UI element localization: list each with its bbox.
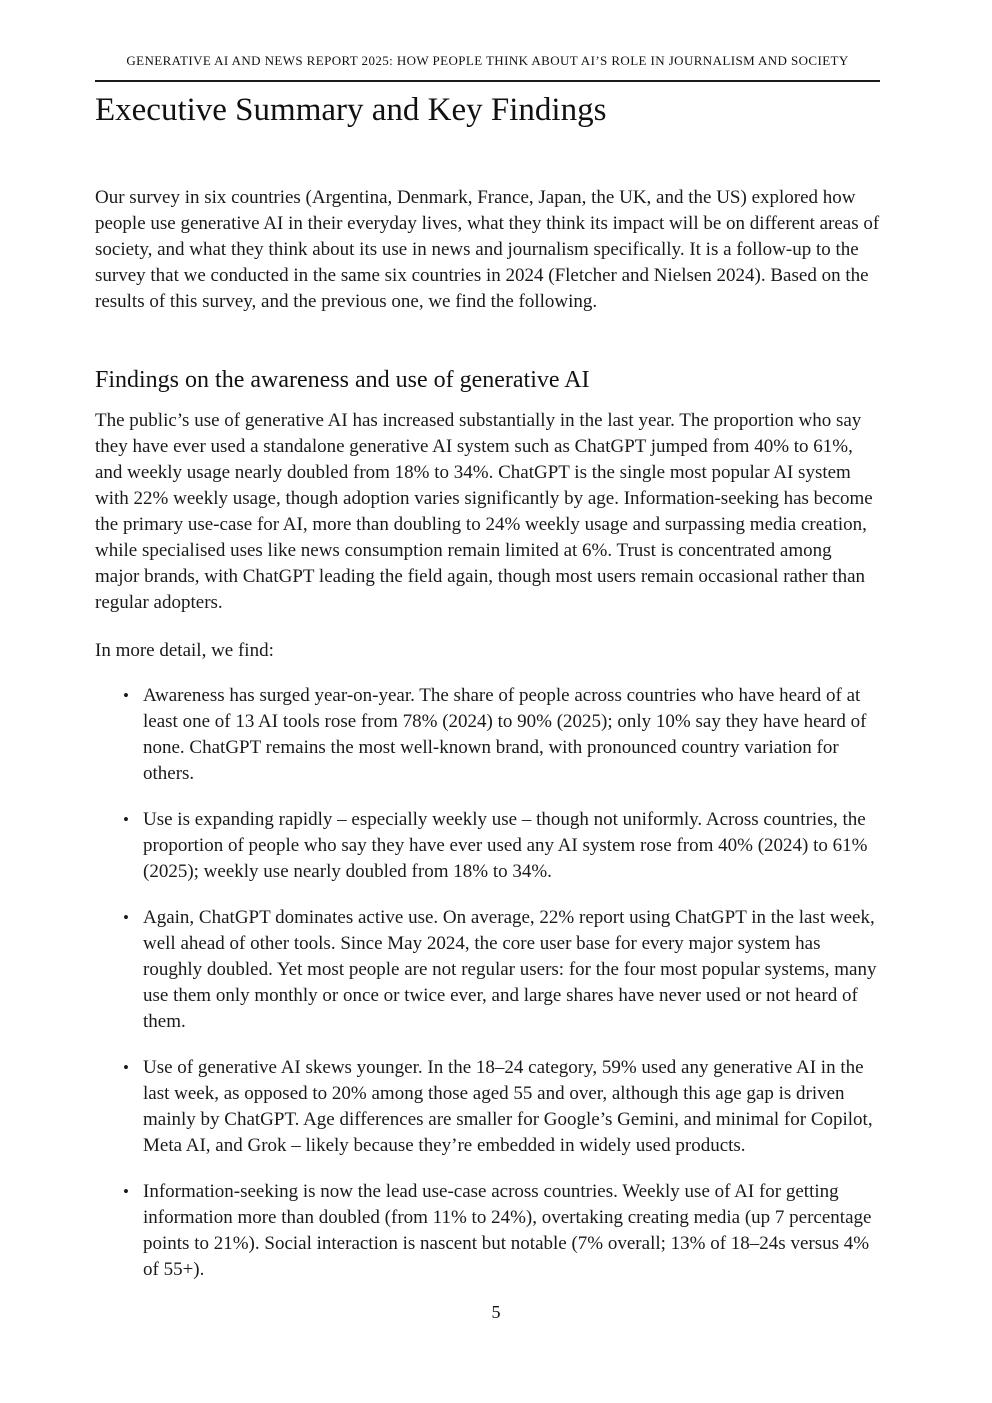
section-heading: Findings on the awareness and use of generative AI [95,367,590,393]
bullet-marker: • [123,686,129,705]
list-item-text: Again, ChatGPT dominates active use. On average, 22% report using ChatGPT in the last week, well ahead of other tools. Since May 2024, the core user base for every major system has roughly doubled. Yet most people are not regular users: for the four most popular systems, many use them only monthly or once or twice ever, and large shares have never used or not heard of them. [143,907,877,1032]
bullet-marker: • [123,1182,129,1201]
list-item [95,905,880,1035]
page-content [95,0,880,1303]
list-item [95,807,880,885]
list-item-text: Use is expanding rapidly – especially weekly use – though not uniformly. Across countries, the proportion of people who say they have ever used any AI system rose from 40% (2024) to 61% (2025); weekly use nearly doubled from 18% to 34%. [143,809,868,882]
section-paragraph: The public’s use of generative AI has increased substantially in the last year. The proportion who say they have ever used a standalone generative AI system such as ChatGPT jumped from 40% to 61%, and weekly usage nearly doubled from 18% to 34%. ChatGPT is the single most popular AI system with 22% weekly usage, though adoption varies significantly by age. Information-seeking has become the primary use-case for AI, more than doubling to 24% weekly usage and surpassing media creation, while specialised uses like news consumption remain limited at 6%. Trust is concentrated among major brands, with ChatGPT leading the field again, though most users remain occasional rather than regular adopters. [95,410,873,613]
list-item-text: Use of generative AI skews younger. In the 18–24 category, 59% used any generative AI in the last week, as opposed to 20% among those aged 55 and over, although this age gap is driven mainly by ChatGPT. Age differences are smaller for Google’s Gemini, and minimal for Copilot, Meta AI, and Grok – likely because they’re embedded in widely used products. [143,1057,873,1156]
intro-paragraph: Our survey in six countries (Argentina, Denmark, France, Japan, the UK, and the US) explored how people use generative AI in their everyday lives, what they think its impact will be on different areas of society, and what they think about its use in news and journalism specifically. It is a follow-up to the survey that we conducted in the same six countries in 2024 (Fletcher and Nielsen 2024). Based on the results of this survey, and the previous one, we find the following. [95,187,880,312]
bullet-marker: • [123,1058,129,1077]
list-item [95,1055,880,1159]
page-title: Executive Summary and Key Findings [95,92,607,128]
detail-lead: In more detail, we find: [95,640,274,661]
bullet-marker: • [123,908,129,927]
page-number: 5 [491,1302,501,1322]
list-item [95,683,880,787]
list-item-text: Information-seeking is now the lead use-case across countries. Weekly use of AI for getting information more than doubled (from 11% to 24%), overtaking creating media (up 7 percentage points to 21%). Social interaction is nascent but notable (7% overall; 13% of 18–24s versus 4% of 55+). [143,1181,872,1280]
key-findings-list [95,683,880,1283]
list-item-text: Awareness has surged year-on-year. The share of people across countries who have heard of at least one of 13 AI tools rose from 78% (2024) to 90% (2025); only 10% say they have heard of none. ChatGPT remains the most well-known brand, with pronounced country variation for others. [143,685,867,784]
running-header: GENERATIVE AI AND NEWS REPORT 2025: HOW PEOPLE THINK ABOUT AI’S ROLE IN JOURNALISM AND SOCIETY [126,53,849,68]
header-rule [95,80,880,82]
bullet-marker: • [123,810,129,829]
list-item [95,1179,880,1283]
